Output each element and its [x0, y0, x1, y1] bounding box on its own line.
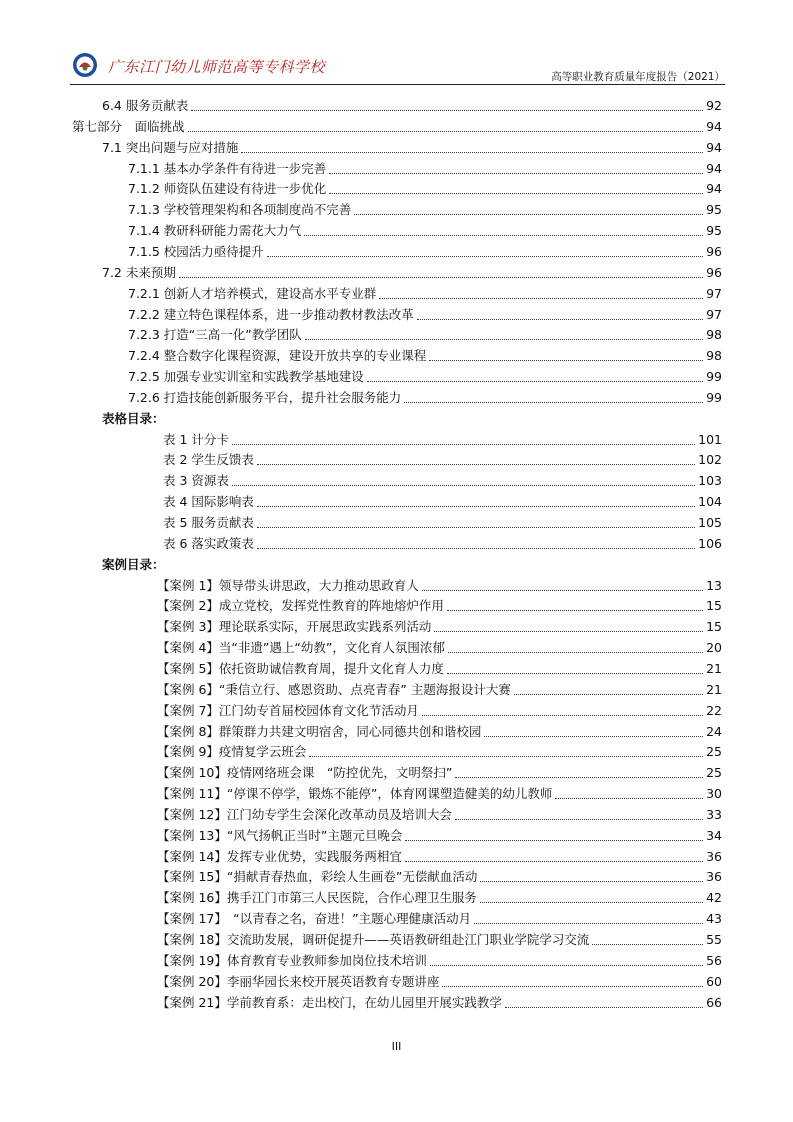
entry-page-number: 94: [706, 118, 722, 134]
dot-leader: [480, 881, 703, 882]
dot-leader: [367, 381, 703, 382]
table-entry[interactable]: [163, 471, 722, 491]
entry-title: 表 2 学生反馈表: [163, 452, 254, 468]
entry-title: 7.1.5 校园活力亟待提升: [128, 243, 264, 259]
entry-page-number: 96: [706, 264, 722, 280]
entry-title: 7.2.3 打造“三高一化”教学团队: [128, 327, 302, 343]
case-entry[interactable]: [157, 909, 722, 929]
entry-page-number: 43: [706, 911, 722, 927]
dot-leader: [329, 173, 703, 174]
case-entry[interactable]: [157, 722, 722, 742]
entry-page-number: 25: [706, 744, 722, 760]
dot-leader: [232, 485, 695, 486]
toc-entry[interactable]: [128, 159, 722, 179]
case-entry[interactable]: [157, 576, 722, 596]
dot-leader: [430, 965, 703, 966]
toc-entry[interactable]: [128, 325, 722, 345]
dot-leader: [405, 840, 703, 841]
dot-leader: [514, 694, 703, 695]
entry-page-number: 60: [706, 973, 722, 989]
case-entry[interactable]: [157, 951, 722, 971]
case-entry[interactable]: [157, 867, 722, 887]
entry-title: 【案例 21】学前教育系：走出校门，在幼儿园里开展实践教学: [157, 994, 502, 1010]
toc-entry[interactable]: [128, 388, 722, 408]
entry-title: 表 3 资源表: [163, 473, 229, 489]
entry-page-number: 105: [698, 515, 722, 530]
entry-page-number: 94: [706, 181, 722, 197]
toc-entry[interactable]: [128, 179, 722, 199]
entry-title: 7.1.3 学校管理架构和各项制度尚不完善: [128, 202, 352, 218]
entry-page-number: 36: [706, 869, 722, 885]
page-number: III: [391, 1040, 402, 1053]
case-entry[interactable]: [157, 680, 722, 700]
entry-title: 6.4 服务贡献表: [102, 98, 189, 113]
entry-title: 7.1.4 教研科研能力需花大力气: [128, 223, 302, 239]
dot-leader: [455, 777, 703, 778]
toc-entry[interactable]: [128, 346, 722, 366]
dot-leader: [484, 736, 703, 737]
entry-title: 7.2.4 整合数字化课程资源，建设开放共享的专业课程: [128, 348, 427, 364]
dot-leader: [329, 193, 703, 194]
tables-heading: 表格目录：: [102, 410, 165, 426]
entry-page-number: 33: [706, 806, 722, 822]
entry-title: 【案例 9】疫情复学云班会: [157, 744, 307, 760]
entry-title: 【案例 6】“秉信立行、感恩资助、点亮青春” 主题海报设计大赛: [157, 681, 511, 697]
table-entry[interactable]: [163, 534, 722, 554]
dot-leader: [592, 944, 703, 945]
case-entry[interactable]: [157, 847, 722, 867]
entry-page-number: 95: [706, 202, 722, 218]
dot-leader: [422, 715, 703, 716]
dot-leader: [422, 590, 703, 591]
entry-title: 【案例 16】携手江门市第三人民医院，合作心理卫生服务: [157, 890, 477, 906]
entry-page-number: 24: [706, 723, 722, 739]
entry-page-number: 36: [706, 848, 722, 864]
case-entry[interactable]: [157, 659, 722, 679]
entry-title: 7.2.6 打造技能创新服务平台，提升社会服务能力: [128, 389, 402, 405]
entry-page-number: 99: [706, 369, 722, 385]
dot-leader: [555, 798, 703, 799]
page-header: [70, 52, 725, 85]
entry-title: 7.1 突出问题与应对措施: [102, 139, 239, 155]
entry-title: 【案例 7】江门幼专首届校园体育文化节活动月: [157, 702, 419, 718]
entry-page-number: 97: [706, 285, 722, 301]
entry-title: 第七部分 面临挑战: [72, 118, 185, 134]
entry-page-number: 56: [706, 952, 722, 968]
entry-title: 【案例 12】江门幼专学生会深化改革动员及培训大会: [157, 806, 452, 822]
entry-title: 表 6 落实政策表: [163, 535, 254, 551]
entry-page-number: 98: [706, 327, 722, 343]
dot-leader: [455, 819, 703, 820]
case-entry[interactable]: [157, 930, 722, 950]
dot-leader: [257, 464, 695, 465]
entry-page-number: 97: [706, 306, 722, 322]
entry-title: 【案例 17】 “以青春之名，奋进！”主题心理健康活动月: [157, 911, 472, 927]
entry-title: 【案例 2】成立党校，发挥党性教育的阵地熔炉作用: [157, 598, 444, 614]
case-entry[interactable]: [157, 638, 722, 658]
entry-page-number: 101: [698, 431, 722, 447]
dot-leader: [257, 548, 695, 549]
case-entry[interactable]: [157, 888, 722, 908]
entry-title: 【案例 1】领导带头讲思政，大力推动思政育人: [157, 577, 419, 593]
entry-page-number: 94: [706, 139, 722, 155]
dot-leader: [505, 1007, 703, 1008]
case-entry[interactable]: [157, 805, 722, 825]
dot-leader: [257, 527, 695, 528]
dot-leader: [354, 214, 703, 215]
entry-title: 【案例 20】李丽华园长来校开展英语教育专题讲座: [157, 973, 440, 989]
report-title: 高等职业教育质量年度报告（2021）: [551, 71, 725, 83]
dot-leader: [434, 631, 703, 632]
toc-entry[interactable]: [128, 221, 722, 241]
entry-page-number: 102: [698, 452, 722, 468]
entry-page-number: 92: [706, 98, 722, 113]
entry-page-number: 25: [706, 765, 722, 781]
dot-leader: [232, 444, 695, 445]
entry-title: 7.2 未来预期: [102, 264, 176, 280]
entry-title: 表 1 计分卡: [163, 431, 229, 447]
dot-leader: [267, 256, 703, 257]
entry-title: 7.2.2 建立特色课程体系，进一步推动教材教法改革: [128, 306, 414, 322]
entry-page-number: 20: [706, 640, 722, 656]
dot-leader: [257, 506, 695, 507]
entry-page-number: 94: [706, 160, 722, 176]
entry-page-number: 22: [706, 702, 722, 718]
entry-page-number: 15: [706, 619, 722, 635]
dot-leader: [474, 923, 703, 924]
dot-leader: [305, 339, 703, 340]
case-entry[interactable]: [157, 701, 722, 721]
entry-page-number: 66: [706, 994, 722, 1010]
dot-leader: [188, 131, 704, 132]
dot-leader: [448, 652, 703, 653]
toc-entry[interactable]: [128, 284, 722, 304]
case-entry[interactable]: [157, 742, 722, 762]
toc-entry[interactable]: [128, 242, 722, 262]
table-entry[interactable]: [163, 513, 722, 533]
entry-page-number: 21: [706, 681, 722, 697]
dot-leader: [379, 298, 703, 299]
dot-leader: [442, 986, 703, 987]
dot-leader: [241, 152, 703, 153]
entry-title: 【案例 5】依托资助诚信教育周，提升文化育人力度: [157, 660, 444, 676]
entry-title: 【案例 18】交流助发展，调研促提升——英语教研组赴江门职业学院学习交流: [157, 932, 590, 947]
entry-title: 7.2.1 创新人才培养模式，建设高水平专业群: [128, 285, 377, 301]
entry-title: 【案例 10】疫情网络班会课 “防控优先，文明祭扫”: [157, 765, 453, 781]
entry-page-number: 30: [706, 786, 722, 802]
entry-page-number: 98: [706, 348, 722, 364]
entry-page-number: 95: [706, 223, 722, 239]
entry-title: 表 4 国际影响表: [163, 494, 254, 510]
toc-entry[interactable]: [102, 263, 722, 283]
dot-leader: [447, 610, 703, 611]
dot-leader: [429, 360, 703, 361]
entry-page-number: 96: [706, 243, 722, 259]
dot-leader: [191, 110, 703, 111]
case-entry[interactable]: [157, 617, 722, 637]
entry-page-number: 34: [706, 827, 722, 843]
dot-leader: [405, 861, 703, 862]
toc-entry[interactable]: [128, 367, 722, 387]
entry-page-number: 106: [698, 535, 722, 551]
entry-title: 7.1.2 师资队伍建设有待进一步优化: [128, 181, 327, 197]
table-entry[interactable]: [163, 430, 722, 450]
dot-leader: [447, 673, 703, 674]
school-logo-icon: [72, 52, 98, 78]
dot-leader: [417, 319, 703, 320]
entry-title: 【案例 19】体育教育专业教师参加岗位技术培训: [157, 952, 427, 968]
entry-page-number: 99: [706, 389, 722, 405]
entry-title: 7.1.1 基本办学条件有待进一步完善: [128, 160, 327, 176]
case-entry[interactable]: [157, 763, 722, 783]
entry-page-number: 103: [698, 473, 722, 489]
table-entry[interactable]: [163, 492, 722, 512]
case-entry[interactable]: [157, 596, 722, 616]
entry-title: 【案例 14】发挥专业优势，实践服务两相宜: [157, 848, 402, 864]
case-entry[interactable]: [157, 784, 722, 804]
toc-entry[interactable]: [72, 117, 722, 137]
cases-heading: 案例目录：: [102, 556, 165, 572]
dot-leader: [179, 277, 703, 278]
case-entry[interactable]: [157, 826, 722, 846]
dot-leader: [309, 756, 703, 757]
entry-title: 【案例 3】理论联系实际，开展思政实践系列活动: [157, 619, 432, 635]
entry-page-number: 15: [706, 598, 722, 614]
entry-page-number: 21: [706, 660, 722, 676]
entry-page-number: 55: [706, 932, 722, 947]
toc-entry[interactable]: [102, 96, 722, 116]
entry-title: 【案例 8】群策群力共建文明宿舍，同心同德共创和谐校园: [157, 723, 482, 739]
table-entry[interactable]: [163, 450, 722, 470]
case-entry[interactable]: [157, 993, 722, 1013]
entry-page-number: 13: [706, 577, 722, 593]
toc-entry[interactable]: [128, 200, 722, 220]
entry-title: 7.2.5 加强专业实训室和实践教学基地建设: [128, 369, 364, 385]
dot-leader: [404, 402, 703, 403]
case-entry[interactable]: [157, 972, 722, 992]
toc-entry[interactable]: [128, 305, 722, 325]
dot-leader: [480, 902, 703, 903]
entry-title: 【案例 15】“捐献青春热血，彩绘人生画卷”无偿献血活动: [157, 869, 478, 885]
entry-title: 【案例 4】当“非遗”遇上“幼教”，文化育人氛围浓郁: [157, 640, 445, 656]
entry-page-number: 42: [706, 890, 722, 906]
entry-title: 【案例 11】“停课不停学，锻炼不能停”，体育网课塑造健美的幼儿教师: [157, 786, 553, 802]
entry-title: 【案例 13】“风气扬帆正当时”主题元旦晚会: [157, 827, 403, 843]
school-name: 广东江门幼儿师范高等专科学校: [108, 58, 326, 76]
entry-page-number: 104: [698, 494, 722, 510]
dot-leader: [304, 235, 703, 236]
entry-title: 表 5 服务贡献表: [163, 515, 254, 530]
toc-entry[interactable]: [102, 138, 722, 158]
